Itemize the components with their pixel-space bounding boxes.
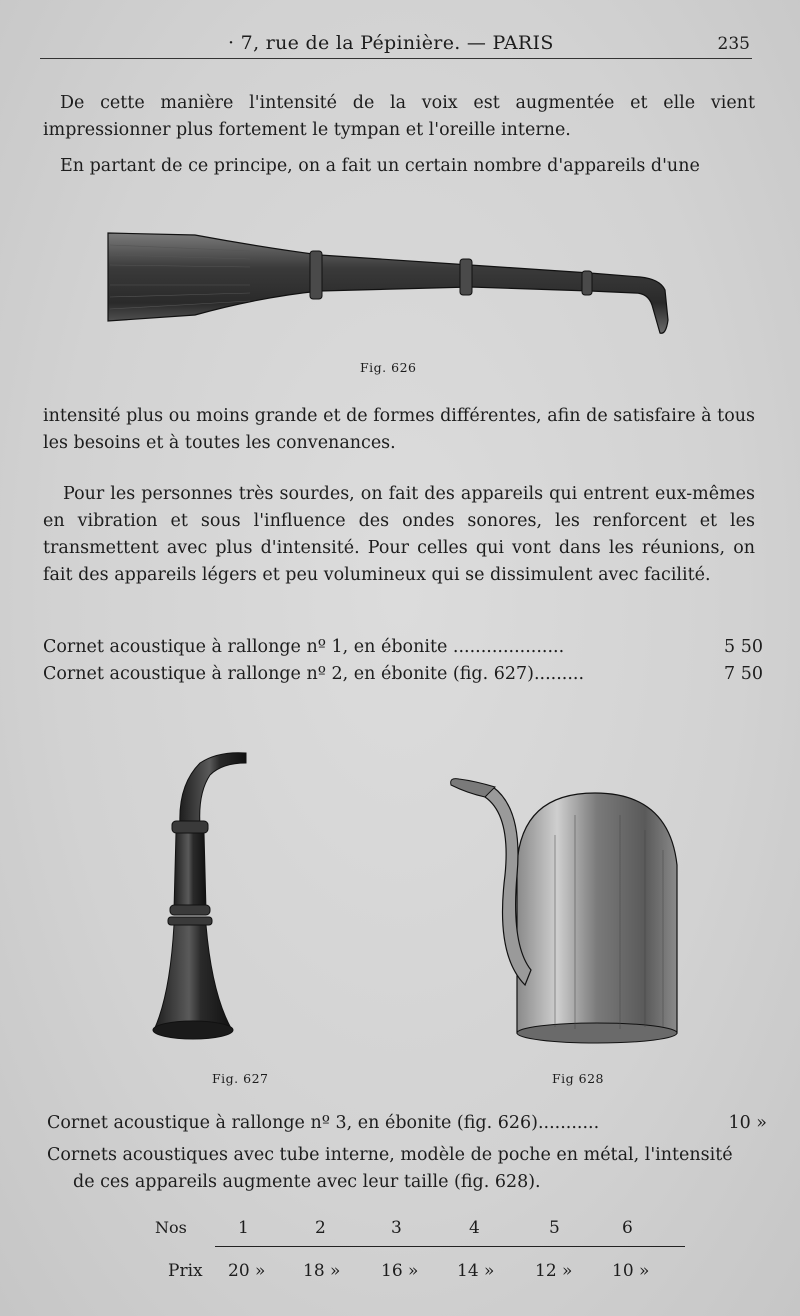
- paragraph-principle: En partant de ce principe, on a fait un certain nombre d'appareils d'une: [60, 156, 700, 176]
- table-price: 18 »: [303, 1261, 341, 1281]
- price-row-label: Cornet acoustique à rallonge nº 3, en ébonite (fig. 626)...........: [47, 1113, 600, 1133]
- table-number: 6: [622, 1218, 633, 1238]
- price-row: [47, 1113, 767, 1140]
- table-price: 10 »: [612, 1261, 650, 1281]
- table-price: 20 »: [228, 1261, 266, 1281]
- figure-628-caption: Fig 628: [552, 1071, 605, 1086]
- price-row-price: 10 »: [728, 1113, 767, 1133]
- table-price: 12 »: [535, 1261, 573, 1281]
- figure-627-caption: Fig. 627: [212, 1071, 269, 1086]
- figure-627-illustration: [150, 745, 260, 1045]
- cornets-line-2: de ces appareils augmente avec leur taille (fig. 628).: [73, 1172, 541, 1192]
- price-row-price: 5 50: [724, 637, 763, 657]
- table-price: 14 »: [457, 1261, 495, 1281]
- table-prix-label: Prix: [168, 1261, 203, 1281]
- figure-628-illustration: [445, 775, 685, 1050]
- table-rule: [215, 1246, 685, 1247]
- table-number: 4: [469, 1218, 480, 1238]
- price-row-label: Cornet acoustique à rallonge nº 1, en ébonite ....................: [43, 637, 565, 657]
- price-row-label: Cornet acoustique à rallonge nº 2, en ébonite (fig. 627).........: [43, 664, 585, 684]
- figure-626-caption: Fig. 626: [360, 360, 417, 375]
- page-number: 235: [717, 34, 750, 54]
- table-number: 5: [549, 1218, 560, 1238]
- price-row: [43, 664, 763, 691]
- table-number: 1: [238, 1218, 249, 1238]
- price-row-price: 7 50: [724, 664, 763, 684]
- table-number: 2: [315, 1218, 326, 1238]
- paragraph-intensity-forms: intensité plus ou moins grande et de formes différentes, afin de satisfaire à tous les besoins et à toutes les convenances.: [43, 406, 755, 453]
- paragraph-voice-intensity: De cette manière l'intensité de la voix est augmentée et elle vient impressionner plus fortement le tympan et l'oreille interne.: [43, 93, 755, 140]
- table-nos-label: Nos: [155, 1218, 187, 1237]
- header-title: · 7, rue de la Pépinière. — PARIS: [228, 32, 554, 54]
- table-number: 3: [391, 1218, 402, 1238]
- figure-626-illustration: [100, 225, 680, 345]
- paragraph-very-deaf: Pour les personnes très sourdes, on fait des appareils qui entrent eux-mêmes en vibration et sous l'influence des ondes sonores, les renforcent et les transmettent avec plus d'intensité. Pour celles qui vont dans les réunions, on fait des appareils légers et peu volumineux qui se dissimulent avec facilité.: [43, 484, 755, 585]
- cornets-line-1: Cornets acoustiques avec tube interne, modèle de poche en métal, l'intensité: [47, 1145, 733, 1165]
- price-row: [43, 637, 763, 664]
- table-price: 16 »: [381, 1261, 419, 1281]
- running-header: [40, 30, 752, 59]
